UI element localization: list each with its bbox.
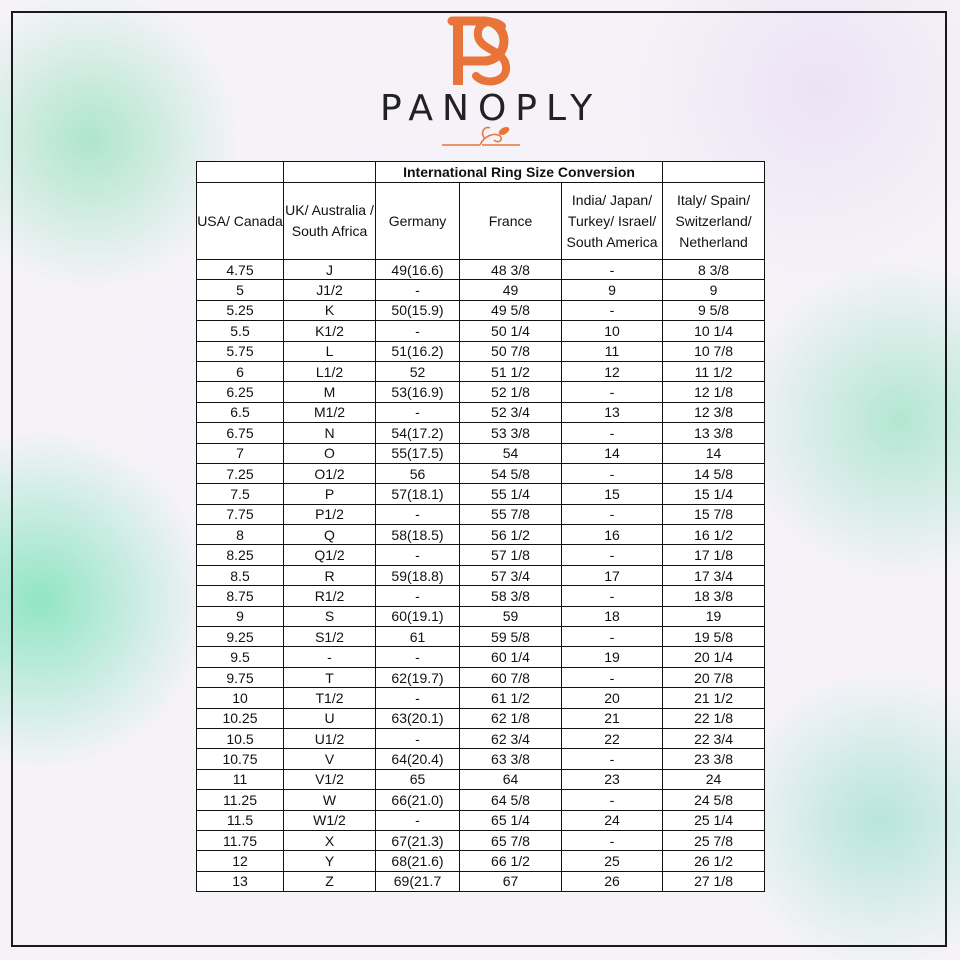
italy-size-cell: 9 5/8 <box>663 300 765 320</box>
germany-size-cell: 68(21.6) <box>376 851 460 871</box>
uk-size-cell: R1/2 <box>284 586 376 606</box>
italy-size-cell: 10 7/8 <box>663 341 765 361</box>
italy-size-cell: 24 <box>663 769 765 789</box>
usa-size-cell: 5 <box>197 280 284 300</box>
uk-size-cell: S <box>284 606 376 626</box>
table-row <box>197 790 765 810</box>
france-size-cell: 56 1/2 <box>460 525 562 545</box>
italy-size-cell: 12 1/8 <box>663 382 765 402</box>
india-size-cell: 11 <box>562 341 663 361</box>
france-size-cell: 61 1/2 <box>460 688 562 708</box>
table-row <box>197 260 765 280</box>
uk-size-cell: U <box>284 708 376 728</box>
table-row <box>197 565 765 585</box>
header-uk-australia: UK/ Australia / South Africa <box>284 183 376 260</box>
uk-size-cell: K1/2 <box>284 321 376 341</box>
uk-size-cell: P <box>284 484 376 504</box>
germany-size-cell: 69(21.7 <box>376 871 460 891</box>
india-size-cell: 23 <box>562 769 663 789</box>
india-size-cell: - <box>562 790 663 810</box>
germany-size-cell: - <box>376 728 460 748</box>
table-row <box>197 423 765 443</box>
france-size-cell: 54 5/8 <box>460 463 562 483</box>
table-row <box>197 525 765 545</box>
header-usa-canada: USA/ Canada <box>197 183 284 260</box>
uk-size-cell: K <box>284 300 376 320</box>
italy-size-cell: 25 1/4 <box>663 810 765 830</box>
table-row <box>197 647 765 667</box>
uk-size-cell: Z <box>284 871 376 891</box>
usa-size-cell: 7.25 <box>197 463 284 483</box>
france-size-cell: 52 1/8 <box>460 382 562 402</box>
table-row <box>197 830 765 850</box>
germany-size-cell: 64(20.4) <box>376 749 460 769</box>
italy-size-cell: 20 1/4 <box>663 647 765 667</box>
france-size-cell: 52 3/4 <box>460 402 562 422</box>
uk-size-cell: O <box>284 443 376 463</box>
germany-size-cell: 58(18.5) <box>376 525 460 545</box>
italy-size-cell: 18 3/8 <box>663 586 765 606</box>
table-row <box>197 463 765 483</box>
india-size-cell: 15 <box>562 484 663 504</box>
germany-size-cell: 51(16.2) <box>376 341 460 361</box>
france-size-cell: 57 1/8 <box>460 545 562 565</box>
germany-size-cell: 59(18.8) <box>376 565 460 585</box>
italy-size-cell: 13 3/8 <box>663 423 765 443</box>
usa-size-cell: 11.75 <box>197 830 284 850</box>
france-size-cell: 50 7/8 <box>460 341 562 361</box>
uk-size-cell: M1/2 <box>284 402 376 422</box>
france-size-cell: 63 3/8 <box>460 749 562 769</box>
table-row <box>197 321 765 341</box>
germany-size-cell: 62(19.7) <box>376 667 460 687</box>
germany-size-cell: 65 <box>376 769 460 789</box>
italy-size-cell: 27 1/8 <box>663 871 765 891</box>
germany-size-cell: 52 <box>376 361 460 381</box>
italy-size-cell: 15 7/8 <box>663 504 765 524</box>
france-size-cell: 59 5/8 <box>460 627 562 647</box>
table-row <box>197 871 765 891</box>
italy-size-cell: 22 3/4 <box>663 728 765 748</box>
usa-size-cell: 10.25 <box>197 708 284 728</box>
table-row <box>197 443 765 463</box>
germany-size-cell: 54(17.2) <box>376 423 460 443</box>
france-size-cell: 65 1/4 <box>460 810 562 830</box>
italy-size-cell: 19 5/8 <box>663 627 765 647</box>
brand-name: PANOPLY <box>380 88 602 129</box>
usa-size-cell: 8.25 <box>197 545 284 565</box>
table-row <box>197 280 765 300</box>
usa-size-cell: 7.75 <box>197 504 284 524</box>
usa-size-cell: 8.5 <box>197 565 284 585</box>
table-row <box>197 627 765 647</box>
uk-size-cell: Y <box>284 851 376 871</box>
usa-size-cell: 11.5 <box>197 810 284 830</box>
italy-size-cell: 16 1/2 <box>663 525 765 545</box>
germany-size-cell: 60(19.1) <box>376 606 460 626</box>
germany-size-cell: 49(16.6) <box>376 260 460 280</box>
france-size-cell: 64 5/8 <box>460 790 562 810</box>
usa-size-cell: 7.5 <box>197 484 284 504</box>
uk-size-cell: W <box>284 790 376 810</box>
italy-size-cell: 15 1/4 <box>663 484 765 504</box>
usa-size-cell: 9.25 <box>197 627 284 647</box>
usa-size-cell: 10.75 <box>197 749 284 769</box>
india-size-cell: - <box>562 667 663 687</box>
india-size-cell: - <box>562 627 663 647</box>
france-size-cell: 58 3/8 <box>460 586 562 606</box>
uk-size-cell: - <box>284 647 376 667</box>
italy-size-cell: 14 <box>663 443 765 463</box>
india-size-cell: - <box>562 382 663 402</box>
usa-size-cell: 9 <box>197 606 284 626</box>
italy-size-cell: 10 1/4 <box>663 321 765 341</box>
italy-size-cell: 23 3/8 <box>663 749 765 769</box>
header-india-japan: India/ Japan/ Turkey/ Israel/ South America <box>562 183 663 260</box>
france-size-cell: 55 1/4 <box>460 484 562 504</box>
india-size-cell: 17 <box>562 565 663 585</box>
india-size-cell: 10 <box>562 321 663 341</box>
france-size-cell: 53 3/8 <box>460 423 562 443</box>
germany-size-cell: - <box>376 321 460 341</box>
uk-size-cell: V1/2 <box>284 769 376 789</box>
usa-size-cell: 9.5 <box>197 647 284 667</box>
france-size-cell: 54 <box>460 443 562 463</box>
usa-size-cell: 6.5 <box>197 402 284 422</box>
france-size-cell: 67 <box>460 871 562 891</box>
table-row <box>197 667 765 687</box>
germany-size-cell: 61 <box>376 627 460 647</box>
ring-size-table <box>196 161 765 892</box>
usa-size-cell: 7 <box>197 443 284 463</box>
usa-size-cell: 9.75 <box>197 667 284 687</box>
france-size-cell: 55 7/8 <box>460 504 562 524</box>
italy-size-cell: 11 1/2 <box>663 361 765 381</box>
india-size-cell: 16 <box>562 525 663 545</box>
usa-size-cell: 8 <box>197 525 284 545</box>
table-row <box>197 545 765 565</box>
panoply-logo <box>380 12 602 162</box>
table-row <box>197 728 765 748</box>
usa-size-cell: 5.5 <box>197 321 284 341</box>
germany-size-cell: - <box>376 810 460 830</box>
uk-size-cell: Q1/2 <box>284 545 376 565</box>
india-size-cell: - <box>562 830 663 850</box>
uk-size-cell: P1/2 <box>284 504 376 524</box>
france-size-cell: 62 1/8 <box>460 708 562 728</box>
germany-size-cell: - <box>376 280 460 300</box>
italy-size-cell: 12 3/8 <box>663 402 765 422</box>
empty-cell <box>197 162 284 183</box>
uk-size-cell: X <box>284 830 376 850</box>
germany-size-cell: 57(18.1) <box>376 484 460 504</box>
germany-size-cell: 67(21.3) <box>376 830 460 850</box>
india-size-cell: - <box>562 463 663 483</box>
usa-size-cell: 11.25 <box>197 790 284 810</box>
india-size-cell: 12 <box>562 361 663 381</box>
table-row <box>197 708 765 728</box>
table-row <box>197 382 765 402</box>
uk-size-cell: N <box>284 423 376 443</box>
table-row <box>197 606 765 626</box>
table-row <box>197 586 765 606</box>
india-size-cell: - <box>562 260 663 280</box>
uk-size-cell: W1/2 <box>284 810 376 830</box>
table-title-row <box>197 162 765 183</box>
table-row <box>197 688 765 708</box>
uk-size-cell: Q <box>284 525 376 545</box>
italy-size-cell: 26 1/2 <box>663 851 765 871</box>
table-title: International Ring Size Conversion <box>376 162 663 183</box>
india-size-cell: 21 <box>562 708 663 728</box>
france-size-cell: 51 1/2 <box>460 361 562 381</box>
india-size-cell: 13 <box>562 402 663 422</box>
table-row <box>197 341 765 361</box>
empty-cell <box>663 162 765 183</box>
table-row <box>197 749 765 769</box>
usa-size-cell: 10 <box>197 688 284 708</box>
italy-size-cell: 25 7/8 <box>663 830 765 850</box>
usa-size-cell: 4.75 <box>197 260 284 280</box>
italy-size-cell: 22 1/8 <box>663 708 765 728</box>
india-size-cell: 14 <box>562 443 663 463</box>
uk-size-cell: U1/2 <box>284 728 376 748</box>
germany-size-cell: 56 <box>376 463 460 483</box>
usa-size-cell: 13 <box>197 871 284 891</box>
india-size-cell: - <box>562 300 663 320</box>
france-size-cell: 50 1/4 <box>460 321 562 341</box>
empty-cell <box>284 162 376 183</box>
usa-size-cell: 6.25 <box>197 382 284 402</box>
table-row <box>197 484 765 504</box>
usa-size-cell: 5.25 <box>197 300 284 320</box>
germany-size-cell: - <box>376 504 460 524</box>
uk-size-cell: R <box>284 565 376 585</box>
italy-size-cell: 9 <box>663 280 765 300</box>
india-size-cell: - <box>562 423 663 443</box>
uk-size-cell: V <box>284 749 376 769</box>
uk-size-cell: S1/2 <box>284 627 376 647</box>
uk-size-cell: O1/2 <box>284 463 376 483</box>
usa-size-cell: 8.75 <box>197 586 284 606</box>
france-size-cell: 64 <box>460 769 562 789</box>
italy-size-cell: 21 1/2 <box>663 688 765 708</box>
table-row <box>197 769 765 789</box>
india-size-cell: - <box>562 545 663 565</box>
ornament-icon <box>442 126 520 145</box>
italy-size-cell: 8 3/8 <box>663 260 765 280</box>
italy-size-cell: 17 1/8 <box>663 545 765 565</box>
table-row <box>197 504 765 524</box>
india-size-cell: 20 <box>562 688 663 708</box>
india-size-cell: 9 <box>562 280 663 300</box>
italy-size-cell: 14 5/8 <box>663 463 765 483</box>
usa-size-cell: 5.75 <box>197 341 284 361</box>
uk-size-cell: J1/2 <box>284 280 376 300</box>
table-row <box>197 402 765 422</box>
india-size-cell: - <box>562 749 663 769</box>
italy-size-cell: 19 <box>663 606 765 626</box>
table-row <box>197 810 765 830</box>
header-italy-spain: Italy/ Spain/ Switzerland/ Netherland <box>663 183 765 260</box>
germany-size-cell: - <box>376 688 460 708</box>
header-germany: Germany <box>376 183 460 260</box>
germany-size-cell: 63(20.1) <box>376 708 460 728</box>
france-size-cell: 48 3/8 <box>460 260 562 280</box>
germany-size-cell: - <box>376 586 460 606</box>
table-header-row <box>197 183 765 260</box>
usa-size-cell: 6.75 <box>197 423 284 443</box>
india-size-cell: 26 <box>562 871 663 891</box>
india-size-cell: 18 <box>562 606 663 626</box>
india-size-cell: - <box>562 586 663 606</box>
france-size-cell: 59 <box>460 606 562 626</box>
india-size-cell: - <box>562 504 663 524</box>
uk-size-cell: J <box>284 260 376 280</box>
uk-size-cell: L <box>284 341 376 361</box>
header-france: France <box>460 183 562 260</box>
germany-size-cell: - <box>376 402 460 422</box>
germany-size-cell: - <box>376 545 460 565</box>
uk-size-cell: L1/2 <box>284 361 376 381</box>
usa-size-cell: 12 <box>197 851 284 871</box>
uk-size-cell: M <box>284 382 376 402</box>
table-row <box>197 300 765 320</box>
usa-size-cell: 6 <box>197 361 284 381</box>
usa-size-cell: 10.5 <box>197 728 284 748</box>
france-size-cell: 57 3/4 <box>460 565 562 585</box>
germany-size-cell: 53(16.9) <box>376 382 460 402</box>
germany-size-cell: 50(15.9) <box>376 300 460 320</box>
france-size-cell: 49 <box>460 280 562 300</box>
italy-size-cell: 17 3/4 <box>663 565 765 585</box>
monogram-ps-icon <box>452 19 506 85</box>
india-size-cell: 19 <box>562 647 663 667</box>
france-size-cell: 49 5/8 <box>460 300 562 320</box>
france-size-cell: 65 7/8 <box>460 830 562 850</box>
france-size-cell: 60 1/4 <box>460 647 562 667</box>
germany-size-cell: 66(21.0) <box>376 790 460 810</box>
table-row <box>197 361 765 381</box>
uk-size-cell: T1/2 <box>284 688 376 708</box>
uk-size-cell: T <box>284 667 376 687</box>
france-size-cell: 66 1/2 <box>460 851 562 871</box>
india-size-cell: 25 <box>562 851 663 871</box>
india-size-cell: 24 <box>562 810 663 830</box>
table-row <box>197 851 765 871</box>
italy-size-cell: 24 5/8 <box>663 790 765 810</box>
italy-size-cell: 20 7/8 <box>663 667 765 687</box>
germany-size-cell: - <box>376 647 460 667</box>
germany-size-cell: 55(17.5) <box>376 443 460 463</box>
france-size-cell: 60 7/8 <box>460 667 562 687</box>
india-size-cell: 22 <box>562 728 663 748</box>
usa-size-cell: 11 <box>197 769 284 789</box>
france-size-cell: 62 3/4 <box>460 728 562 748</box>
